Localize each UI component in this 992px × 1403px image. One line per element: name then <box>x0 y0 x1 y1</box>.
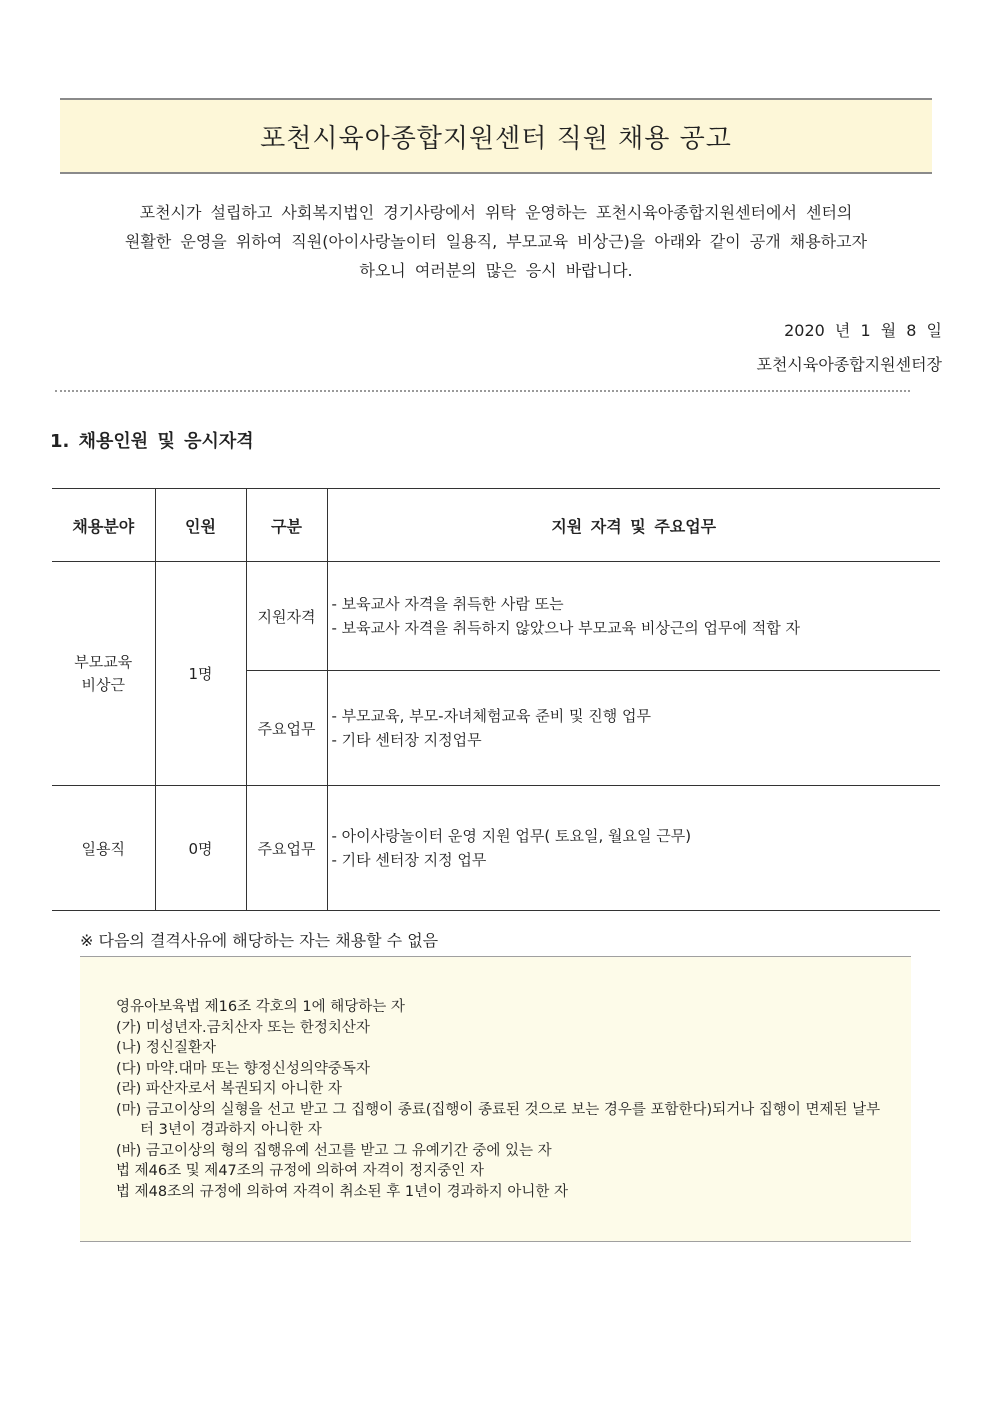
disqualification-line: (마) 금고이상의 실형을 선고 받고 그 집행이 종료(집행이 종료된 것으로 보는 경우를 포함한다)되거나 집행이 면제된 날부 <box>116 1101 881 1118</box>
count-cell: 0명 <box>155 786 246 911</box>
section-heading-recruitment: 1. 채용인원 및 응시자격 <box>50 431 254 452</box>
qualification-cell <box>327 562 940 671</box>
field-name: 부모교육 <box>74 652 133 671</box>
duty-item: - 부모교육, 부모-자녀체험교육 준비 및 진행 업무 <box>331 707 652 725</box>
page-title: 포천시육아종합지원센터 직원 채용 공고 <box>260 123 732 154</box>
count-cell: 1명 <box>155 562 246 786</box>
disqualification-line: 영유아보육법 제16조 각호의 1에 해당하는 자 <box>116 999 405 1015</box>
intro-line: 포천시가 설립하고 사회복지법인 경기사랑에서 위탁 운영하는 포천시육아종합지원센터에서 센터의 <box>139 203 853 222</box>
disqualification-line: (라) 파산자로서 복권되지 아니한 자 <box>116 1081 342 1097</box>
qualification-item: - 보육교사 자격을 취득하지 않았으나 부모교육 비상근의 업무에 적합 자 <box>331 619 801 637</box>
category-cell: 주요업무 <box>246 786 327 911</box>
duty-cell <box>327 786 940 911</box>
disqualification-line: 법 제48조의 규정에 의하여 자격이 취소된 후 1년이 경과하지 아니한 자 <box>116 1183 568 1200</box>
issuer-name: 포천시육아종합지원센터장 <box>756 355 942 374</box>
header-field: 채용분야 <box>52 489 155 562</box>
table-row <box>52 562 940 671</box>
duty-item: - 아이사랑놀이터 운영 지원 업무( 토요일, 월요일 근무) <box>331 827 692 845</box>
header-count: 인원 <box>155 489 246 562</box>
recruitment-table <box>52 488 940 911</box>
disqualification-line: (바) 금고이상의 형의 집행유예 선고를 받고 그 유예기간 중에 있는 자 <box>116 1142 552 1159</box>
field-cell: 일용직 <box>52 786 155 911</box>
qualification-item: - 보육교사 자격을 취득한 사람 또는 <box>331 595 564 613</box>
disqualification-line: 터 3년이 경과하지 아니한 자 <box>140 1122 322 1138</box>
table-row <box>52 786 940 911</box>
intro-paragraph <box>52 198 940 285</box>
category-cell: 주요업무 <box>246 671 327 786</box>
disqualification-line: (다) 마약.대마 또는 향정신성의약중독자 <box>116 1060 370 1077</box>
duty-item: - 기타 센터장 지정 업무 <box>331 851 487 869</box>
field-cell <box>52 562 155 786</box>
dotted-divider <box>55 390 910 392</box>
announcement-date: 2020 년 1 월 8 일 <box>784 321 942 340</box>
header-category: 구분 <box>246 489 327 562</box>
duty-item: - 기타 센터장 지정업무 <box>331 731 482 749</box>
disqualification-line: (가) 미성년자.금치산자 또는 한정치산자 <box>116 1019 370 1036</box>
category-cell: 지원자격 <box>246 562 327 671</box>
disqualification-line: 법 제46조 및 제47조의 규정에 의하여 자격이 정지중인 자 <box>116 1163 484 1179</box>
duty-cell <box>327 671 940 786</box>
disqualification-note: ※ 다음의 결격사유에 해당하는 자는 채용할 수 없음 <box>80 931 439 950</box>
disqualification-box <box>80 956 911 1242</box>
intro-line: 원활한 운영을 위하여 직원(아이사랑놀이터 일용직, 부모교육 비상근)을 아래와 같이 공개 채용하고자 <box>124 232 868 251</box>
table-header-row <box>52 489 940 562</box>
header-description: 지원 자격 및 주요업무 <box>327 489 940 562</box>
title-box <box>60 98 932 174</box>
disqualification-line: (나) 정신질환자 <box>116 1040 216 1056</box>
field-name: 비상근 <box>81 675 125 694</box>
intro-line: 하오니 여러분의 많은 응시 바랍니다. <box>359 261 633 280</box>
